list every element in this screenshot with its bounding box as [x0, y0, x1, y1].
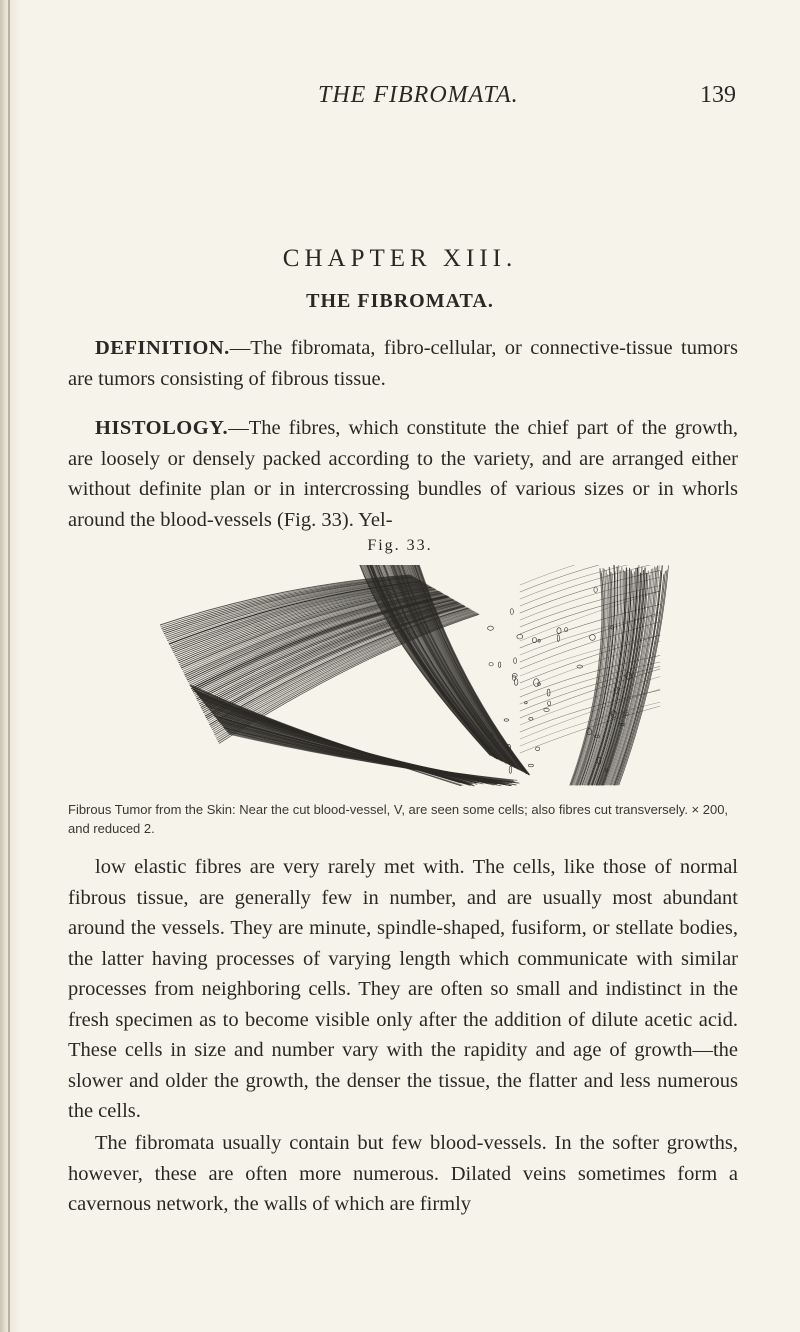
body-paragraph-2: The fibromata usually contain but few blood-vessels. In the softer growths, however, these are often more numerous. Dilated veins sometimes form a cavernous network, the walls of which are firmly — [68, 1132, 738, 1215]
figure-label: Fig. 33. — [367, 537, 433, 554]
histology-lead: HISTOLOGY. — [95, 417, 229, 439]
binding-edge — [8, 0, 10, 1332]
definition-text: —The fibromata, fibro-cellular, or connective-tissue tumors are tumors consisting of fibrous tissue. — [68, 337, 738, 390]
running-title: THE FIBROMATA. — [318, 82, 519, 108]
definition-paragraph — [68, 333, 738, 394]
page-gutter-shadow — [0, 0, 20, 1332]
page-number: 139 — [700, 82, 736, 108]
definition-lead: DEFINITION. — [95, 337, 230, 359]
figure-illustration — [160, 565, 740, 790]
chapter-heading: CHAPTER XIII. — [282, 245, 518, 272]
chapter-title: THE FIBROMATA. — [306, 290, 494, 312]
running-header — [0, 82, 800, 122]
histology-paragraph — [68, 413, 738, 535]
figure-caption: Fibrous Tumor from the Skin: Near the cut blood-vessel, V, are seen some cells; also fibres cut transversely. × 200, and reduced 2. — [68, 802, 729, 836]
fibrous-tissue-engraving — [160, 565, 740, 790]
body-paragraph-1: low elastic fibres are very rarely met with. The cells, like those of normal fibrous tissue, are generally few in number, and are usually most abundant around the vessels. They are minute, spindle-shaped, fusiform, or stellate bodies, the latter having processes of varying length which communicate with similar processes from neighboring cells. They are often so small and indistinct in the fresh specimen as to become visible only after the addition of dilute acetic acid. These cells in size and number vary with the rapidity and age of growth—the slower and older the growth, the denser the tissue, the flatter and less numerous the cells. — [68, 856, 738, 1122]
histology-text: —The fibres, which constitute the chief part of the growth, are loosely or densely packed according to the variety, and are arranged either without definite plan or in intercrossing bundles of various sizes or in whorls around the blood-vessels (Fig. 33). Yel- — [68, 417, 738, 531]
